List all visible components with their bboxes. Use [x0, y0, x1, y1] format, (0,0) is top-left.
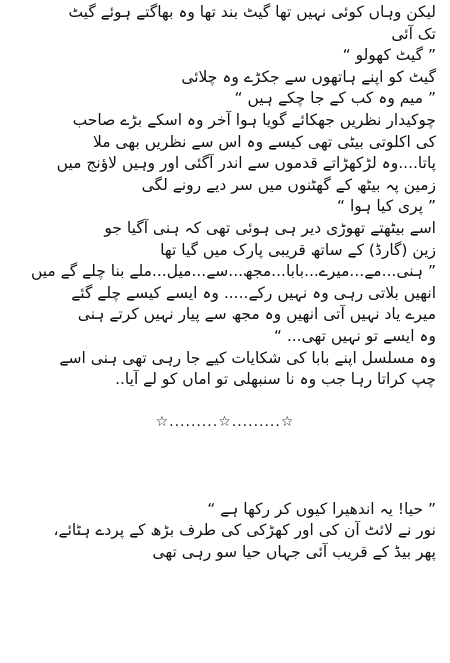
paragraph-line: چوکیدار نظریں جھکائے گویا ہوا آخر وہ اسکے بڑے صاحب	[72, 110, 436, 129]
paragraph-line: زمین پہ بیٹھ کے گھٹنوں میں سر دیے رونے لگی	[141, 175, 436, 194]
paragraph-line: زین (گارڈ) کے ساتھ قریبی پارک میں گیا تھا	[160, 240, 436, 259]
spacer	[14, 455, 436, 477]
spacer	[14, 391, 436, 413]
dialogue-line: وہ ایسے تو نہیں تھی... “	[273, 326, 436, 345]
paragraph-line: گیٹ کو اپنے ہاتھوں سے جکڑے وہ چلائی	[181, 67, 436, 86]
paragraph-line: پاتا....وہ لڑکھڑاتے قدموں سے اندر آگئی اور وہیں لاؤنج میں	[56, 154, 436, 173]
dialogue-line: ” پری کیا ہوا “	[337, 197, 436, 216]
paragraph-line: وہ مسلسل اپنے بابا کی شکایات کیے جا رہی تھی ہنی اسے	[59, 348, 436, 367]
scene-separator: ☆.........☆.........☆	[155, 414, 295, 431]
dialogue-line: ” میم وہ کب کے جا چکے ہیں “	[234, 89, 436, 108]
paragraph-line: چپ کراتا رہا جب وہ نا سنبھلی تو اماں کو لے آیا..	[115, 370, 436, 389]
paragraph-line: کی اکلوتی بیٹی تھی کیسے وہ اس سے نظریں بھی ملا	[92, 132, 436, 151]
spacer	[14, 434, 436, 456]
dialogue-line: ” حیا! یہ اندھیرا کیوں کر رکھا ہے “	[207, 499, 436, 518]
paragraph-line: تک آئی	[391, 24, 436, 43]
paragraph-line: پھر بیڈ کے قریب آئی جہاں حیا سو رہی تھی	[152, 542, 436, 561]
paragraph-line: نور نے لائٹ آن کی اور کھڑکی کی طرف بڑھ کے پردے ہٹائے،	[53, 521, 436, 540]
dialogue-line: ” ہنی...مے...میرے...بابا...مجھ...سے...میل...ملے بنا چلے گے میں	[30, 262, 436, 281]
dialogue-line: میرے یاد نہیں آتی انھیں وہ مجھ سے پیار نہیں کرتے ہنی	[77, 305, 436, 324]
dialogue-line: ” گیٹ کھولو “	[342, 46, 436, 65]
spacer	[14, 477, 436, 499]
paragraph-line: لیکن وہاں کوئی نہیں تھا گیٹ بند تھا وہ بھاگتے ہوئے گیٹ	[68, 3, 436, 21]
paragraph-line: اسے بیٹھتے تھوڑی دیر ہی ہوئی تھی کہ ہنی آگیا جو	[104, 218, 436, 237]
dialogue-line: انھیں بلاتی رہی وہ نہیں رکے..... وہ ایسے کیسے چلے گئے	[71, 283, 436, 302]
